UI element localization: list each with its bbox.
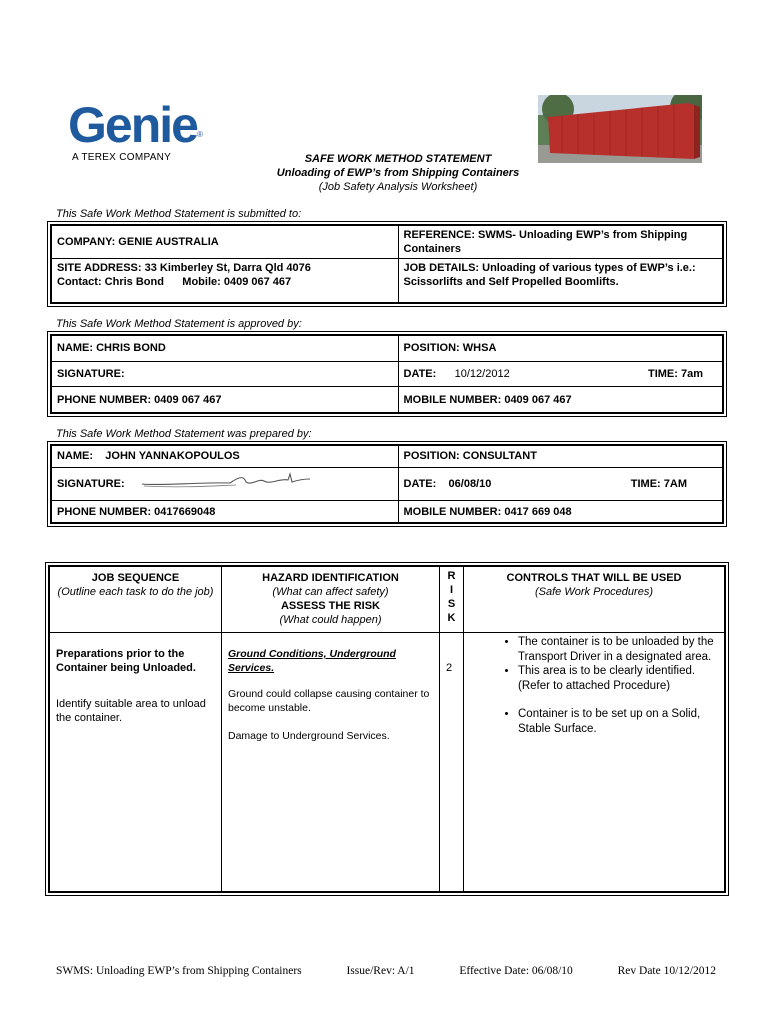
controls-header <box>464 567 725 633</box>
approved-caption: This Safe Work Method Statement is approved by: <box>56 318 302 330</box>
risk-header <box>440 567 464 633</box>
assess-title: ASSESS THE RISK <box>280 600 381 612</box>
controls-title: CONTROLS THAT WILL BE USED <box>506 572 682 584</box>
submitted-caption: This Safe Work Method Statement is submitted to: <box>56 208 302 220</box>
controls-cell <box>464 633 725 892</box>
sequence-cell <box>50 633 222 892</box>
risk-cell: 2 <box>440 633 464 892</box>
prepared-date-label: DATE: <box>403 477 437 490</box>
prepared-signature-label: SIGNATURE: <box>57 477 125 490</box>
approved-mobile: MOBILE NUMBER: 0409 067 467 <box>398 387 723 413</box>
approved-name: NAME: CHRIS BOND <box>52 336 399 362</box>
prepared-date: 06/08/10 <box>448 477 492 490</box>
approved-time: TIME: 7am <box>647 367 703 380</box>
footer-doc: SWMS: Unloading EWP’s from Shipping Containers <box>56 965 302 977</box>
reference-cell: REFERENCE: SWMS- Unloading EWP’s from Shipping Containers <box>398 226 723 259</box>
logo-wordmark: Genie <box>68 97 197 153</box>
subtitle-2: (Job Safety Analysis Worksheet) <box>318 181 478 193</box>
job-sequence-sub: (Outline each task to do the job) <box>57 586 214 598</box>
risk-letter-s: S <box>447 598 456 610</box>
table-row <box>50 633 725 892</box>
approved-signature: SIGNATURE: <box>52 361 399 387</box>
risk-letter-k: K <box>447 612 456 624</box>
prepared-signature-cell <box>52 467 399 500</box>
subtitle: Unloading of EWP’s from Shipping Containers <box>276 167 520 179</box>
prepared-name-label: NAME: <box>57 450 94 463</box>
prepared-time: TIME: 7AM <box>630 477 687 490</box>
job-details-cell: JOB DETAILS: Unloading of various types of EWP’s i.e.: Scissorlifts and Self Propelled Boomlifts. <box>398 259 723 303</box>
prepared-caption: This Safe Work Method Statement was prepared by: <box>56 428 312 440</box>
title: SAFE WORK METHOD STATEMENT <box>304 153 492 165</box>
hazard-title: HAZARD IDENTIFICATION <box>262 572 399 584</box>
prepared-name: JOHN YANNAKOPOULOS <box>105 450 240 463</box>
prepared-phone: PHONE NUMBER: 0417669048 <box>52 501 399 523</box>
assess-sub: (What could happen) <box>279 614 382 626</box>
submitted-table <box>50 224 724 304</box>
list-item: • The container is to be unloaded by the Transport Driver in a designated area. <box>518 635 718 664</box>
job-sequence-title: JOB SEQUENCE <box>91 572 180 584</box>
sequence-step: Identify suitable area to unload the container. <box>56 698 206 724</box>
controls-sub: (Safe Work Procedures) <box>535 586 653 598</box>
document-title <box>150 152 646 194</box>
hazard-item-title: Ground Conditions, Underground Services. <box>228 648 396 674</box>
hazard-sub: (What can affect safety) <box>272 586 389 598</box>
contact: Contact: Chris Bond <box>57 276 164 288</box>
approved-date-cell <box>398 361 723 387</box>
sequence-title: Preparations prior to the Container being Unloaded. <box>56 648 196 674</box>
approved-date-label: DATE: <box>403 367 437 380</box>
hazard-header <box>222 567 440 633</box>
approved-table <box>50 334 724 414</box>
prepared-mobile: MOBILE NUMBER: 0417 669 048 <box>398 501 723 523</box>
list-item: • Container is to be set up on a Solid, Stable Surface. <box>518 707 718 736</box>
controls-list <box>470 635 718 736</box>
page-footer <box>56 965 716 977</box>
company-cell: COMPANY: GENIE AUSTRALIA <box>52 226 399 259</box>
work-method-table <box>48 565 726 893</box>
registered-icon: ® <box>196 130 203 139</box>
footer-effective: Effective Date: 06/08/10 <box>459 965 573 977</box>
prepared-position: POSITION: CONSULTANT <box>398 446 723 468</box>
prepared-date-cell <box>398 467 723 500</box>
approved-position: POSITION: WHSA <box>398 336 723 362</box>
hazard-item-2: Damage to Underground Services. <box>228 730 390 742</box>
risk-letter-r: R <box>447 570 456 582</box>
hazard-item-1: Ground could collapse causing container to become unstable. <box>228 688 430 714</box>
list-item: • This area is to be clearly identified. (Refer to attached Procedure) <box>518 664 718 693</box>
hazard-cell <box>222 633 440 892</box>
handwritten-signature <box>140 472 330 496</box>
logo-subtitle: A TEREX COMPANY <box>72 152 172 163</box>
prepared-name-cell <box>52 446 399 468</box>
approved-date: 10/12/2012 <box>454 367 510 380</box>
footer-rev-date: Rev Date 10/12/2012 <box>617 965 716 977</box>
contact-mobile: Mobile: 0409 067 467 <box>182 276 292 288</box>
footer-issue: Issue/Rev: A/1 <box>346 965 415 977</box>
prepared-table <box>50 444 724 524</box>
job-sequence-header <box>50 567 222 633</box>
site-address-cell <box>52 259 399 303</box>
approved-phone: PHONE NUMBER: 0409 067 467 <box>52 387 399 413</box>
risk-letter-i: I <box>449 584 454 596</box>
site-address: SITE ADDRESS: 33 Kimberley St, Darra Qld 4076 <box>57 262 311 274</box>
